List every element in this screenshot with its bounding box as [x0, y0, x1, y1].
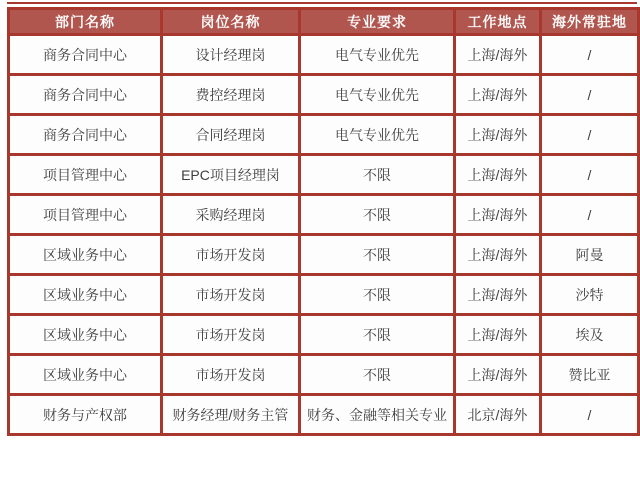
cell-major-requirement: 财务、金融等相关专业: [300, 395, 455, 435]
table-row: [9, 235, 639, 275]
cell-position: EPC项目经理岗: [162, 155, 300, 195]
cell-department: 区域业务中心: [9, 355, 162, 395]
cell-position: 采购经理岗: [162, 195, 300, 235]
table-row: [9, 395, 639, 435]
cell-department: 商务合同中心: [9, 75, 162, 115]
cell-department: 财务与产权部: [9, 395, 162, 435]
header-row: [9, 9, 639, 35]
cell-position: 市场开发岗: [162, 315, 300, 355]
cell-position: 合同经理岗: [162, 115, 300, 155]
cell-major-requirement: 不限: [300, 315, 455, 355]
cell-work-location: 上海/海外: [455, 195, 541, 235]
cell-department: 项目管理中心: [9, 155, 162, 195]
cell-overseas-base: 阿曼: [541, 235, 639, 275]
cell-department: 区域业务中心: [9, 315, 162, 355]
cell-overseas-base: /: [541, 395, 639, 435]
cell-work-location: 上海/海外: [455, 115, 541, 155]
table-row: [9, 315, 639, 355]
table-row: [9, 195, 639, 235]
column-header-major-requirement: 专业要求: [300, 9, 455, 35]
cell-overseas-base: /: [541, 115, 639, 155]
cell-work-location: 上海/海外: [455, 315, 541, 355]
cell-overseas-base: 埃及: [541, 315, 639, 355]
cell-position: 设计经理岗: [162, 35, 300, 75]
column-header-position: 岗位名称: [162, 9, 300, 35]
table-row: [9, 155, 639, 195]
cell-department: 商务合同中心: [9, 35, 162, 75]
cell-overseas-base: 沙特: [541, 275, 639, 315]
job-positions-table: [7, 7, 640, 436]
cell-position: 市场开发岗: [162, 235, 300, 275]
table-row: [9, 115, 639, 155]
cell-work-location: 上海/海外: [455, 75, 541, 115]
cell-department: 区域业务中心: [9, 235, 162, 275]
cell-major-requirement: 电气专业优先: [300, 75, 455, 115]
cell-work-location: 上海/海外: [455, 35, 541, 75]
cell-overseas-base: 赞比亚: [541, 355, 639, 395]
column-header-work-location: 工作地点: [455, 9, 541, 35]
column-header-department: 部门名称: [9, 9, 162, 35]
cell-work-location: 上海/海外: [455, 155, 541, 195]
top-border-line: [7, 2, 637, 4]
cell-overseas-base: /: [541, 35, 639, 75]
cell-major-requirement: 电气专业优先: [300, 115, 455, 155]
table-row: [9, 275, 639, 315]
cell-major-requirement: 不限: [300, 275, 455, 315]
cell-position: 市场开发岗: [162, 275, 300, 315]
table-row: [9, 75, 639, 115]
cell-major-requirement: 不限: [300, 355, 455, 395]
cell-overseas-base: /: [541, 195, 639, 235]
cell-work-location: 上海/海外: [455, 355, 541, 395]
cell-major-requirement: 不限: [300, 195, 455, 235]
cell-position: 市场开发岗: [162, 355, 300, 395]
cell-work-location: 北京/海外: [455, 395, 541, 435]
cell-department: 商务合同中心: [9, 115, 162, 155]
cell-position: 财务经理/财务主管: [162, 395, 300, 435]
cell-department: 项目管理中心: [9, 195, 162, 235]
column-header-overseas-base: 海外常驻地: [541, 9, 639, 35]
cell-department: 区域业务中心: [9, 275, 162, 315]
table-row: [9, 35, 639, 75]
cell-work-location: 上海/海外: [455, 235, 541, 275]
cell-position: 费控经理岗: [162, 75, 300, 115]
table-row: [9, 355, 639, 395]
cell-overseas-base: /: [541, 75, 639, 115]
cell-major-requirement: 电气专业优先: [300, 35, 455, 75]
cell-major-requirement: 不限: [300, 235, 455, 275]
cell-overseas-base: /: [541, 155, 639, 195]
cell-major-requirement: 不限: [300, 155, 455, 195]
cell-work-location: 上海/海外: [455, 275, 541, 315]
